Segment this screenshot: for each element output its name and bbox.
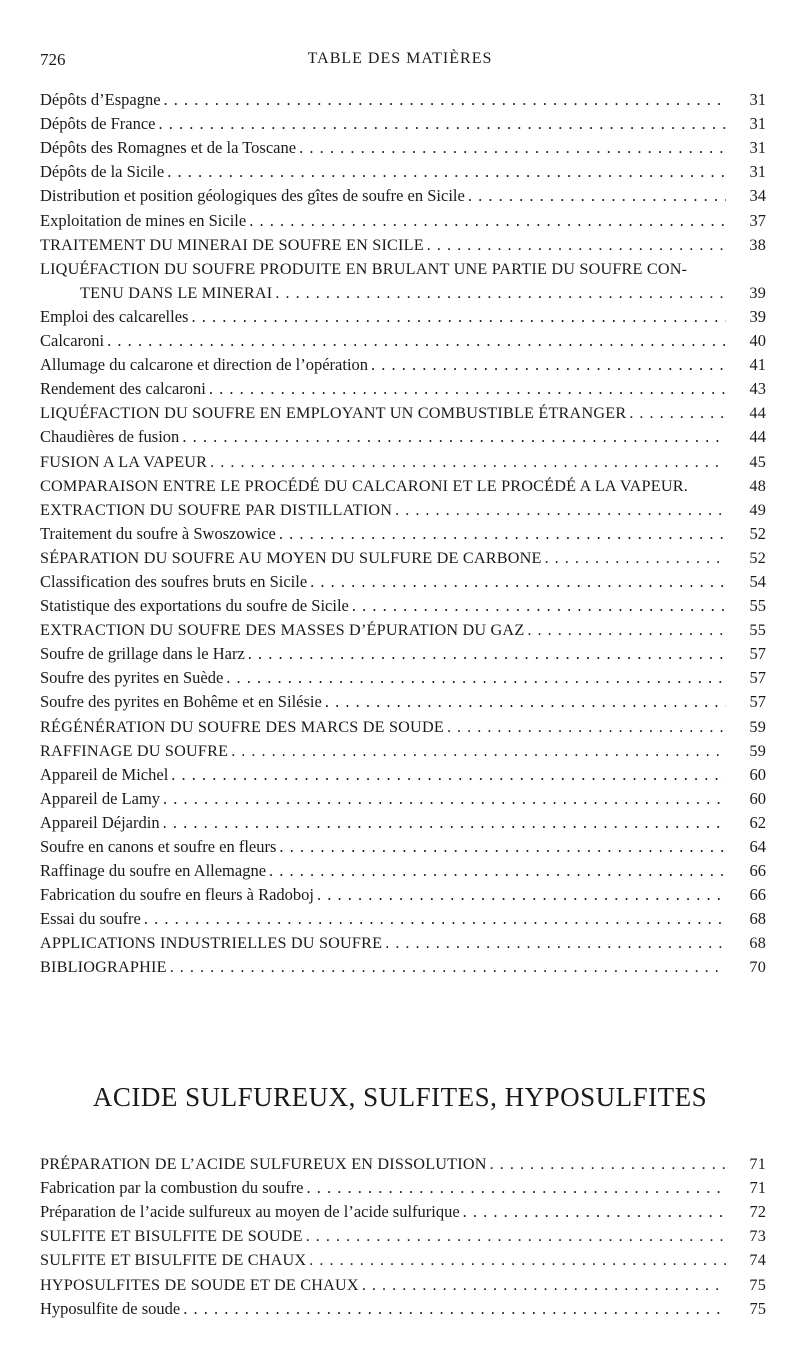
toc-entry (40, 472, 768, 496)
toc-entry-title: Raffinage du soufre en Allemagne (40, 861, 267, 881)
dot-leader (180, 1299, 726, 1319)
toc-entry-page: 48 (749, 476, 766, 495)
toc-entry-page: 54 (749, 571, 766, 591)
toc-entry-page: 62 (749, 812, 766, 832)
toc-entry-page: 43 (749, 379, 766, 399)
toc-entry-page: 71 (749, 1155, 766, 1174)
toc-entry-title: Soufre de grillage dans le Harz (40, 644, 245, 664)
toc-entry-title: RAFFINAGE DU SOUFRE (40, 741, 229, 760)
dot-leader (276, 837, 726, 857)
toc-entry (40, 640, 768, 664)
toc-entry (40, 1198, 768, 1222)
toc-entry-page: 57 (749, 668, 766, 688)
dot-leader (160, 813, 726, 833)
toc-entry-page: 71 (749, 1178, 766, 1198)
toc-entry-page: 37 (749, 210, 766, 230)
toc-entry-title: Appareil de Lamy (40, 788, 161, 808)
dot-leader (179, 427, 726, 447)
dot-leader (296, 138, 726, 158)
dot-leader (206, 379, 726, 399)
toc-entry-title: Soufre des pyrites en Bohême et en Silésie (40, 692, 322, 712)
toc-entry (40, 616, 768, 640)
toc-entry-page: 49 (749, 500, 766, 519)
dot-leader (303, 1178, 726, 1198)
toc-entry-page: 52 (749, 523, 766, 543)
toc-entry (40, 857, 768, 881)
toc-entry (40, 833, 768, 857)
toc-entry-title: HYPOSULFITES DE SOUDE ET DE CHAUX (40, 1275, 359, 1294)
dot-leader (382, 933, 726, 953)
dot-leader (487, 1154, 726, 1174)
toc-entry (40, 158, 768, 182)
dot-leader (306, 1250, 726, 1270)
toc-entry-title: Classification des soufres bruts en Sicile (40, 571, 308, 591)
toc-entry-page: 55 (749, 596, 766, 616)
toc-entry-page: 59 (749, 741, 766, 760)
toc-entry-page: 59 (749, 717, 766, 736)
toc-entry-page: 31 (749, 162, 766, 182)
toc-entry (40, 953, 768, 977)
toc-entry-title: PRÉPARATION DE L’ACIDE SULFUREUX EN DISSOLUTION (40, 1155, 487, 1174)
dot-leader (266, 861, 726, 881)
toc-entry-page: 44 (749, 427, 766, 447)
toc-entry (40, 568, 768, 592)
toc-entry-title: Fabrication par la combustion du soufre (40, 1178, 304, 1198)
dot-leader (104, 331, 726, 351)
toc-entry-title: Dépôts d’Espagne (40, 90, 161, 110)
toc-entry-title: Emploi des calcarelles (40, 306, 189, 326)
toc-entry-page: 75 (749, 1298, 766, 1318)
toc-entry-page: 60 (749, 788, 766, 808)
toc-entry-title: Calcaroni (40, 331, 105, 351)
toc-entry-page: 74 (749, 1251, 766, 1270)
dot-leader (444, 717, 726, 737)
toc-entry-page: 34 (749, 186, 766, 206)
toc-entry-page: 73 (749, 1227, 766, 1246)
toc-entry-title: FUSION A LA VAPEUR (40, 452, 208, 471)
toc-entry (40, 1150, 768, 1174)
dot-leader (155, 114, 726, 134)
toc-entry-title: TRAITEMENT DU MINERAI DE SOUFRE EN SICILE (40, 235, 424, 254)
toc-entry-page: 31 (749, 90, 766, 110)
dot-leader (164, 162, 726, 182)
toc-entry (40, 712, 768, 736)
toc-entry-page: 52 (749, 548, 766, 567)
toc-entry (40, 544, 768, 568)
toc-list-part2 (40, 1150, 768, 1319)
dot-leader (626, 403, 726, 423)
dot-leader (465, 186, 726, 206)
toc-entry-title: Rendement des calcaroni (40, 379, 206, 399)
toc-entry (40, 1174, 768, 1198)
toc-entry (40, 351, 768, 375)
toc-entry (40, 785, 768, 809)
toc-entry-title: LIQUÉFACTION DU SOUFRE PRODUITE EN BRULANT UNE PARTIE DU SOUFRE CON- (40, 259, 688, 278)
dot-leader (246, 211, 726, 231)
dot-leader (276, 524, 726, 544)
running-head: TABLE DES MATIÈRES (307, 50, 493, 67)
toc-entry-title-continued: TENU DANS LE MINERAI (80, 283, 273, 302)
toc-entry-page: 44 (749, 404, 766, 423)
dot-leader (542, 548, 726, 568)
dot-leader (303, 1226, 726, 1246)
toc-entry-page: 38 (749, 235, 766, 254)
toc-entry-page: 68 (749, 934, 766, 953)
toc-entry-title: APPLICATIONS INDUSTRIELLES DU SOUFRE (40, 934, 383, 953)
toc-entry (40, 86, 768, 110)
toc-entry (40, 447, 768, 471)
toc-entry-title: Préparation de l’acide sulfureux au moyen de l’acide sulfurique (40, 1202, 460, 1222)
toc-entry (40, 231, 768, 255)
dot-leader (168, 765, 726, 785)
toc-entry-title: SULFITE ET BISULFITE DE SOUDE (40, 1227, 303, 1246)
toc-entry (40, 881, 768, 905)
toc-entry-page: 68 (749, 909, 766, 929)
toc-entry-page: 70 (749, 958, 766, 977)
toc-entry (40, 134, 768, 158)
toc-entry (40, 664, 768, 688)
dot-leader (524, 620, 726, 640)
toc-entry (40, 496, 768, 520)
toc-entry-title: Dépôts de la Sicile (40, 162, 165, 182)
section-title: ACIDE SULFUREUX, SULFITES, HYPOSULFITES (92, 1082, 708, 1112)
toc-entry-title: SÉPARATION DU SOUFRE AU MOYEN DU SULFURE DE CARBONE (40, 548, 542, 567)
toc-entry (40, 592, 768, 616)
toc-entry-page: 72 (749, 1202, 766, 1222)
dot-leader (167, 957, 726, 977)
toc-entry-title: RÉGÉNÉRATION DU SOUFRE DES MARCS DE SOUDE (40, 717, 444, 736)
toc-entry-title: Distribution et position géologiques des gîtes de soufre en Sicile (40, 186, 465, 206)
toc-entry (40, 255, 768, 303)
toc-entry (40, 303, 768, 327)
toc-entry (40, 809, 768, 833)
toc-entry-page: 39 (749, 306, 766, 326)
toc-entry-title: SULFITE ET BISULFITE DE CHAUX (40, 1251, 307, 1270)
toc-entry-page: 57 (749, 692, 766, 712)
toc-entry (40, 399, 768, 423)
dot-leader (161, 90, 726, 110)
toc-entry-page: 66 (749, 861, 766, 881)
toc-entry-title: Hyposulfite de soude (40, 1298, 181, 1318)
toc-entry-page: 31 (749, 138, 766, 158)
toc-entry-title: Traitement du soufre à Swoszowice (40, 523, 276, 543)
toc-entry-title: Statistique des exportations du soufre de Sicile (40, 596, 349, 616)
toc-entry-title: COMPARAISON ENTRE LE PROCÉDÉ DU CALCARONI ET LE PROCÉDÉ A LA VAPEUR. (40, 476, 688, 495)
toc-entry-page: 55 (749, 621, 766, 640)
toc-entry-title: EXTRACTION DU SOUFRE PAR DISTILLATION (40, 500, 393, 519)
dot-leader (188, 307, 726, 327)
toc-entry-title: Dépôts des Romagnes et de la Toscane (40, 138, 297, 158)
toc-entry (40, 327, 768, 351)
toc-entry (40, 737, 768, 761)
toc-entry (40, 423, 768, 447)
toc-entry (40, 375, 768, 399)
toc-entry-title: Soufre en canons et soufre en fleurs (40, 837, 277, 856)
dot-leader (207, 452, 726, 472)
toc-entry-page: 45 (749, 452, 766, 471)
toc-entry-title: Allumage du calcarone et direction de l’opération (40, 355, 369, 375)
dot-leader (160, 789, 726, 809)
toc-entry-page: 40 (749, 331, 766, 351)
toc-entry-page: 66 (749, 885, 766, 905)
toc-entry-title: Dépôts de France (40, 114, 156, 134)
toc-entry-page: 60 (749, 764, 766, 784)
toc-entry (40, 1295, 768, 1319)
toc-entry-page: 75 (749, 1275, 766, 1294)
dot-leader (245, 644, 726, 664)
dot-leader (272, 283, 726, 303)
toc-entry-title: Chaudières de fusion (40, 427, 180, 447)
dot-leader (314, 885, 726, 905)
toc-entry-title: EXTRACTION DU SOUFRE DES MASSES D’ÉPURATION DU GAZ (40, 621, 525, 640)
toc-entry (40, 1222, 768, 1246)
toc-entry-title: Essai du soufre (40, 909, 141, 929)
toc-entry (40, 182, 768, 206)
dot-leader (368, 355, 726, 375)
dot-leader (307, 572, 726, 592)
dot-leader (359, 1275, 726, 1295)
toc-entry (40, 761, 768, 785)
dot-leader (322, 692, 726, 712)
toc-entry-page: 57 (749, 644, 766, 664)
toc-entry (40, 520, 768, 544)
toc-list-part1 (40, 86, 768, 977)
toc-entry-title: Appareil Déjardin (40, 812, 160, 832)
toc-entry-title: Soufre des pyrites en Suède (40, 668, 224, 688)
toc-entry (40, 1270, 768, 1294)
toc-entry-page: 41 (749, 355, 766, 375)
toc-entry-page: 39 (749, 283, 766, 302)
toc-entry (40, 905, 768, 929)
page-header (40, 50, 760, 74)
toc-entry (40, 110, 768, 134)
toc-entry-page: 31 (749, 114, 766, 134)
toc-entry-title: BIBLIOGRAPHIE (40, 958, 167, 977)
toc-entry-title: LIQUÉFACTION DU SOUFRE EN EMPLOYANT UN COMBUSTIBLE ÉTRANGER (40, 404, 627, 423)
dot-leader (460, 1202, 726, 1222)
dot-leader (392, 500, 726, 520)
dot-leader (228, 741, 726, 761)
toc-entry (40, 206, 768, 230)
toc-entry-title: Appareil de Michel (40, 764, 169, 784)
dot-leader (141, 909, 726, 929)
toc-entry (40, 1246, 768, 1270)
dot-leader (424, 235, 726, 255)
dot-leader (349, 596, 726, 616)
toc-entry-title: Fabrication du soufre en fleurs à Radoboj (40, 885, 315, 905)
toc-entry (40, 688, 768, 712)
toc-entry-page: 64 (749, 837, 766, 856)
page-number: 726 (40, 50, 66, 69)
toc-entry-title: Exploitation de mines en Sicile (40, 210, 247, 230)
dot-leader (223, 668, 726, 688)
toc-entry (40, 929, 768, 953)
